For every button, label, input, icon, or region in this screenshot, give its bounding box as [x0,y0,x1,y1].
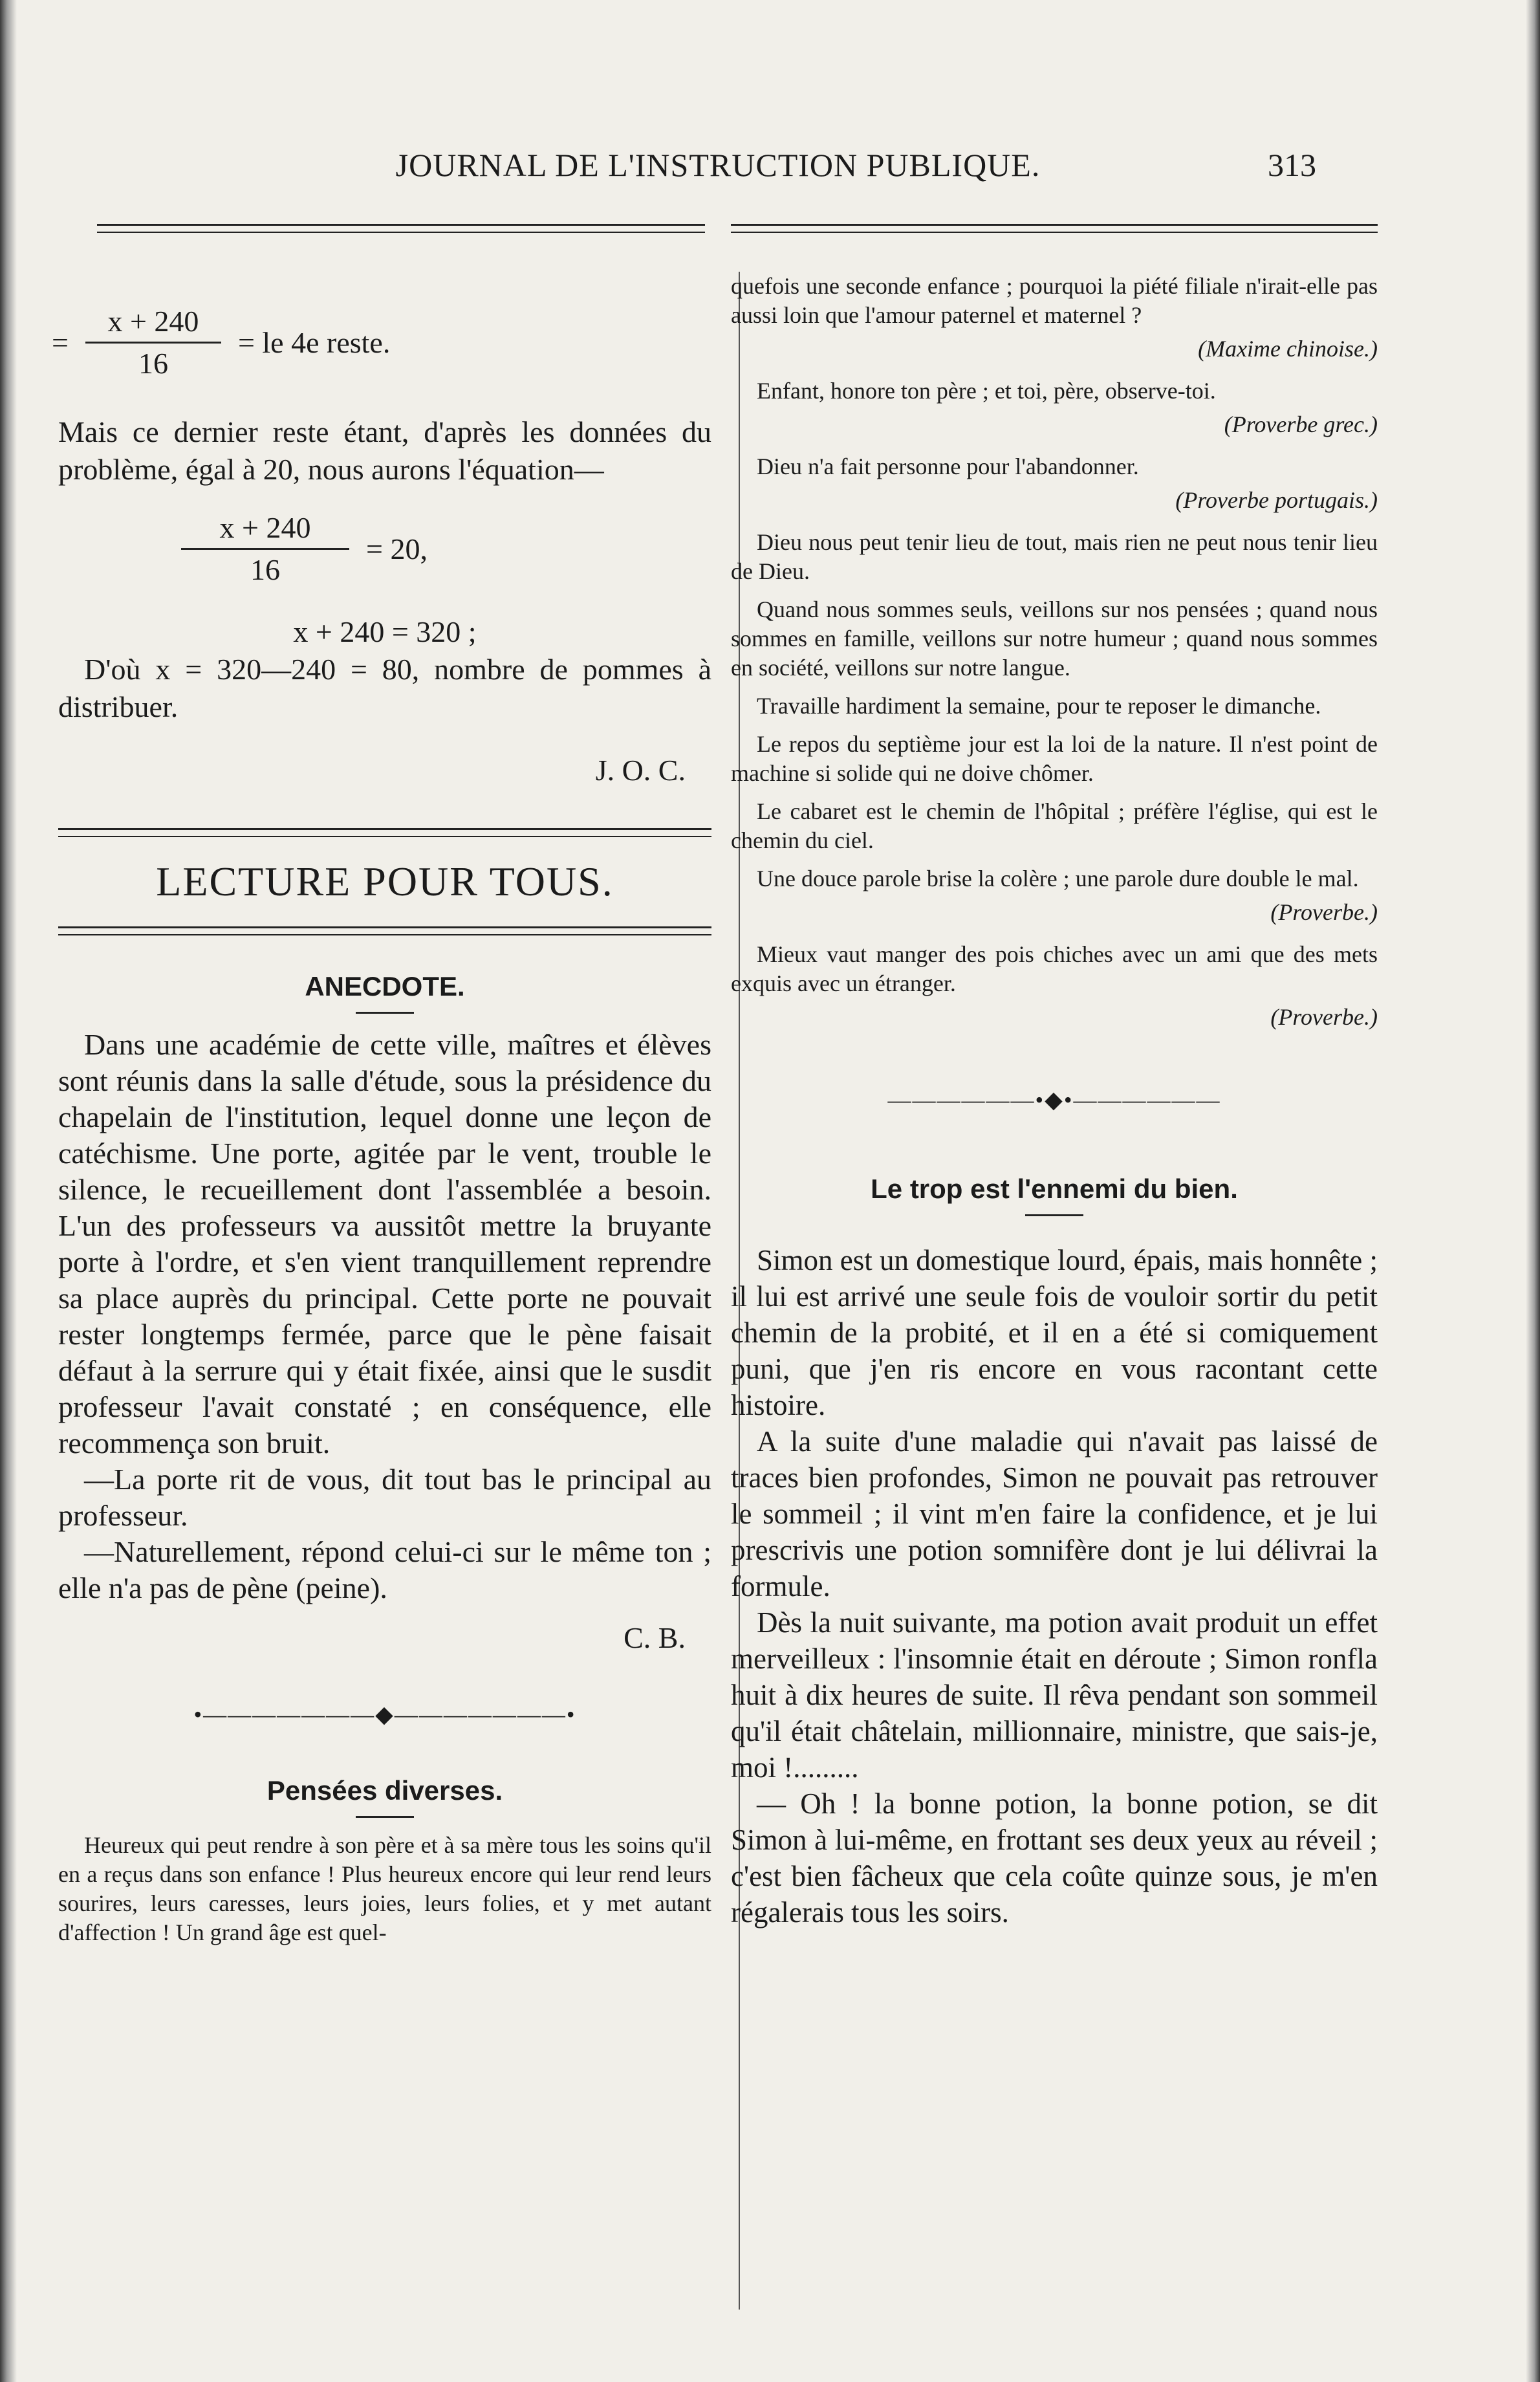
story-paragraph-4: — Oh ! la bonne potion, la bonne potion, se dit Simon à lui-même, en frottant ses deux yeux au réveil ; c'est bien fâcheux que cela coûte quinze sous, je m'en régalerais tous les soirs. [731,1787,1378,1929]
pensee-8: Le cabaret est le chemin de l'hôpital ; préfère l'église, qui est le chemin du ciel. [731,798,1378,853]
equation-1 [52,304,711,381]
pensee-2: Enfant, honore ton père ; et toi, père, observe-toi. [757,378,1216,404]
pensee-6: Travaille hardiment la semaine, pour te reposer le dimanche. [757,693,1321,719]
pensees-title: Pensées diverses. [266,1775,503,1806]
attribution-9: (Proverbe.) [1270,899,1378,925]
running-head: JOURNAL DE L'INSTRUCTION PUBLIQUE. [395,147,1041,183]
signature-joc: J. O. C. [595,754,686,787]
page-edge-left [0,0,17,2382]
header-rule-right [731,224,1378,233]
header-rule-left [97,224,705,233]
fraction-2-denominator: 16 [250,553,280,586]
ornament-right: ——————•◆•—————— [887,1087,1221,1113]
equation-3: x + 240 = 320 ; [293,615,477,648]
attribution-3: (Proverbe portugais.) [1175,487,1378,513]
page-number: 313 [1268,147,1316,183]
attribution-10: (Proverbe.) [1270,1004,1378,1030]
fraction-1-bar [85,342,221,344]
anecdote-paragraph-3: —Naturellement, répond celui-ci sur le même ton ; elle n'a pas de pène (peine). [58,1535,711,1604]
equation-2-rhs: = 20, [366,532,428,565]
paragraph-solution: D'où x = 320—240 = 80, nombre de pommes à distribuer. [58,653,711,723]
equation-2 [181,510,711,587]
pensee-7: Le repos du septième jour est la loi de la nature. Il n'est point de machine si solide qui ne doive chômer. [731,731,1378,786]
fraction-2-bar [181,548,349,550]
attribution-1: (Maxime chinoise.) [1198,336,1378,362]
fraction-2-numerator: x + 240 [219,511,311,544]
fraction-1-denominator: 16 [138,347,168,380]
ornament-left: •———————◆———————• [193,1701,576,1727]
anecdote-dash [356,1012,414,1014]
fraction-2 [181,510,349,587]
anecdote-title: ANECDOTE. [305,971,465,1001]
fraction-1-numerator: x + 240 [107,305,199,338]
pensee-3: Dieu n'a fait personne pour l'abandonner. [757,453,1139,479]
right-column [731,272,1378,1930]
paragraph-problem: Mais ce dernier reste étant, d'après les données du problème, égal à 20, nous aurons l'équation— [58,415,711,486]
story-paragraph-3: Dès la nuit suivante, ma potion avait produit un effet merveilleux : l'insomnie était en déroute ; Simon ronfla huit à dix heures de suite. Il rêva pendant son sommeil qu'il était châtelain, millionnaire, ministre, que sais-je, moi !......... [731,1606,1378,1784]
pensee-1: quefois une seconde enfance ; pourquoi la piété filiale n'irait-elle pas aussi loin que l'amour paternel et maternel ? [731,273,1378,328]
page-edge-right [1526,0,1540,2382]
pensee-4: Dieu nous peut tenir lieu de tout, mais rien ne peut nous tenir lieu de Dieu. [731,529,1378,584]
equation-1-prefix: = [52,325,69,359]
story-paragraph-1: Simon est un domestique lourd, épais, mais honnête ; il lui est arrivé une seule fois de vouloir sortir du petit chemin de la probité, et il en a été si comiquement puni, que j'en ris encore en vous racontant cette histoire. [731,1244,1378,1421]
section-rule-bottom [58,926,711,935]
section-title: LECTURE POUR TOUS. [156,858,614,904]
signature-cb: C. B. [624,1621,686,1654]
attribution-2: (Proverbe grec.) [1224,411,1378,437]
anecdote-paragraph-2: —La porte rit de vous, dit tout bas le principal au professeur. [58,1463,711,1532]
pensee-5: Quand nous sommes seuls, veillons sur nos pensées ; quand nous sommes en famille, veillons sur notre humeur ; quand nous sommes en société, veillons sur notre langue. [731,596,1378,681]
equation-1-rhs: = le 4e reste. [237,325,391,359]
left-column [52,304,711,1947]
pensee-9: Une douce parole brise la colère ; une parole dure double le mal. [757,866,1359,891]
section-rule-top [58,828,711,837]
pensees-dash [356,1816,414,1818]
pensees-paragraph-1: Heureux qui peut rendre à son père et à sa mère tous les soins qu'il en a reçus dans son enfance ! Plus heureux encore qui leur rend leurs sourires, leurs caresses, leurs joies, leurs folies, et y met autant d'affection ! Un grand âge est quel- [58,1832,711,1945]
pensee-10: Mieux vaut manger des pois chiches avec un ami que des mets exquis avec un étranger. [731,941,1378,996]
story-dash [1025,1214,1083,1216]
story-paragraph-2: A la suite d'une maladie qui n'avait pas laissé de traces bien profondes, Simon ne pouvait pas retrouver le sommeil ; il vint m'en faire la confidence, et je lui prescrivis une potion somnifère dont je lui délivrai la formule. [731,1425,1378,1602]
fraction-1 [85,304,221,381]
story-title: Le trop est l'ennemi du bien. [871,1174,1238,1204]
anecdote-paragraph-1: Dans une académie de cette ville, maîtres et élèves sont réunis dans la salle d'étude, sous la présidence du chapelain de l'institution, lequel donne une leçon de catéchisme. Une porte, agitée par le vent, trouble le silence, le recueillement dont l'assemblée a besoin. L'un des professeurs va aussitôt mettre la bruyante porte à l'ordre, et s'en vient tranquillement reprendre sa place auprès du principal. Cette porte ne pouvait rester longtemps fermée, parce que le pène faisait défaut à la serrure qui y était fixée, ainsi que le susdit professeur l'avait constaté ; en conséquence, elle recommença son bruit. [58,1028,711,1459]
